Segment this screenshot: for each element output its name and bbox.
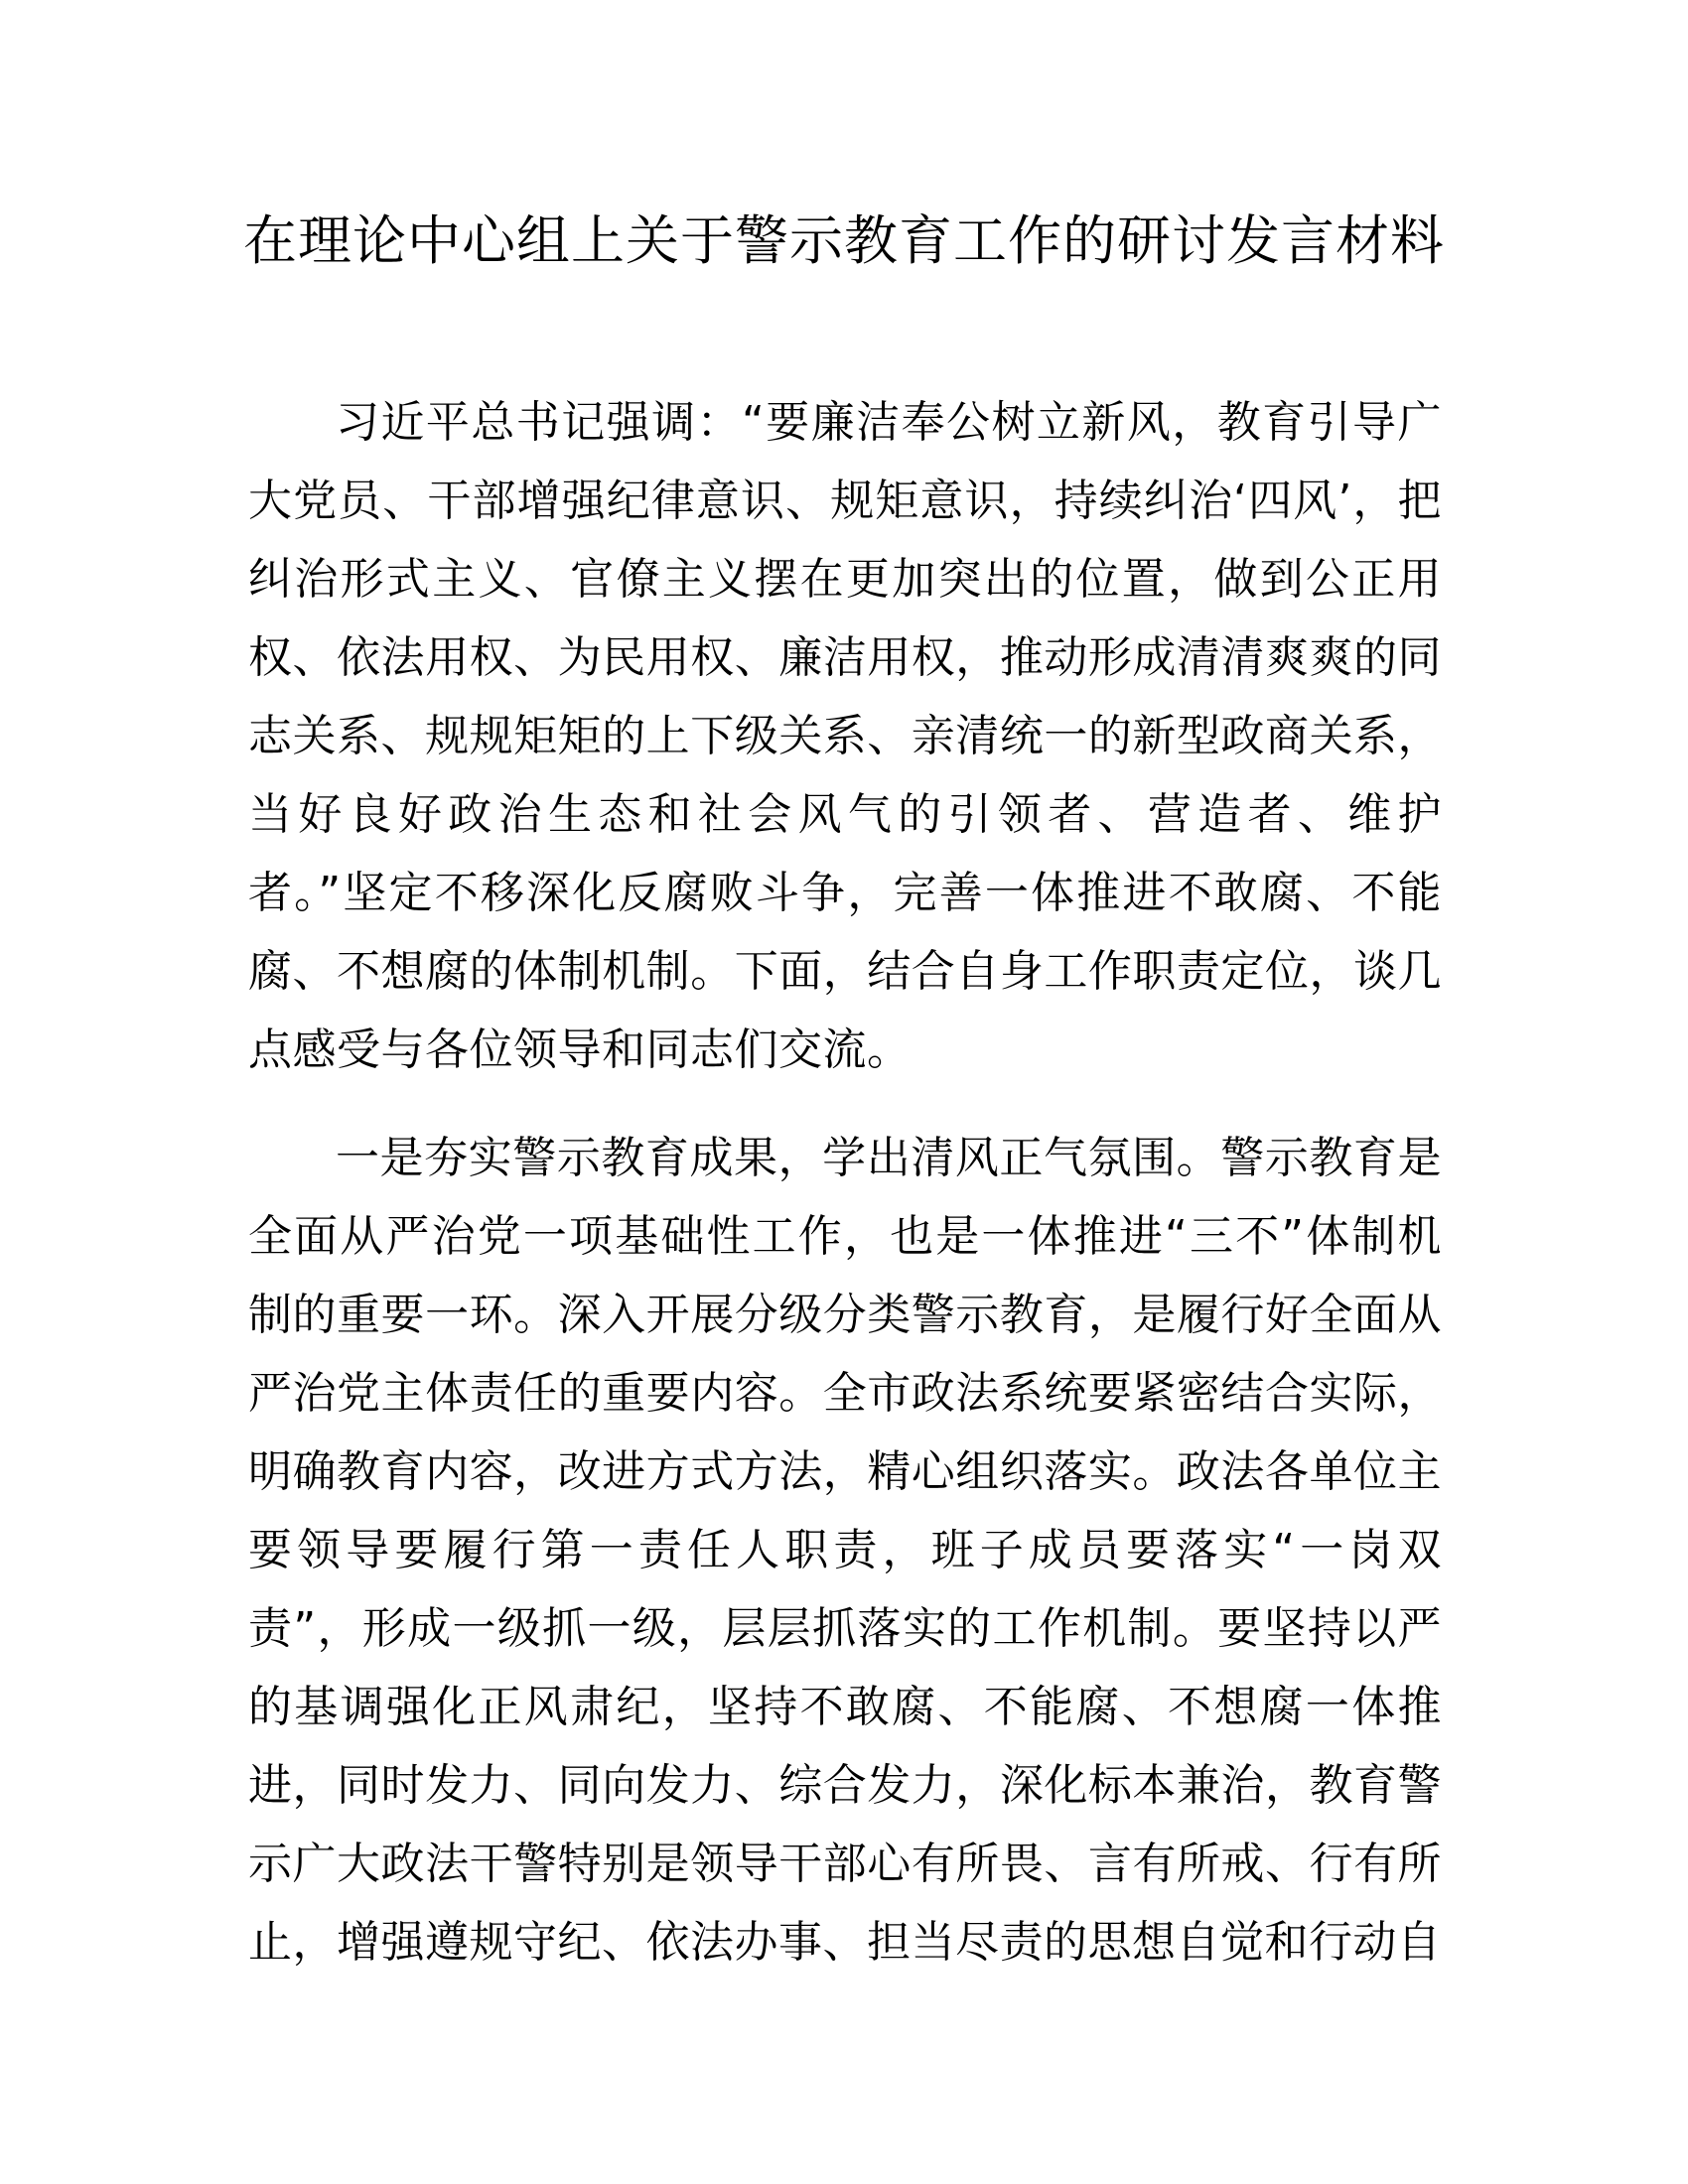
document-body [248,383,1442,2011]
paragraph-point-one: 一是夯实警示教育成果，学出清风正气氛围。警示教育是全面从严治党一项基础性工作，也是一体推进“三不”体制机制的重要一环。深入开展分级分类警示教育，是履行好全面从严治党主体责任的重要内容。全市政法系统要紧密结合实际，明确教育内容，改进方式方法，精心组织落实。政法各单位主要领导要履行第一责任人职责，班子成员要落实“一岗双责”，形成一级抓一级，层层抓落实的工作机制。要坚持以严的基调强化正风肃纪，坚持不敢腐、不能腐、不想腐一体推进，同时发力、同向发力、综合发力，深化标本兼治，教育警示广大政法干警特别是领导干部心有所畏、言有所戒、行有所止，增强遵规守纪、依法办事、担当尽责的思想自觉和行动自 [248,1133,1442,1968]
paragraph-intro: 习近平总书记强调：“要廉洁奉公树立新风，教育引导广大党员、干部增强纪律意识、规矩意识，持续纠治‘四风’，把纠治形式主义、官僚主义摆在更加突出的位置，做到公正用权、依法用权、为民用权、廉洁用权，推动形成清清爽爽的同志关系、规规矩矩的上下级关系、亲清统一的新型政商关系，当好良好政治生态和社会风气的引领者、营造者、维护者。”坚定不移深化反腐败斗争，完善一体推进不敢腐、不能腐、不想腐的体制机制。下面，结合自身工作职责定位，谈几点感受与各位领导和同志们交流。 [248,397,1442,1075]
document-title: 在理论中心组上关于警示教育工作的研讨发言材料 [243,209,1445,272]
